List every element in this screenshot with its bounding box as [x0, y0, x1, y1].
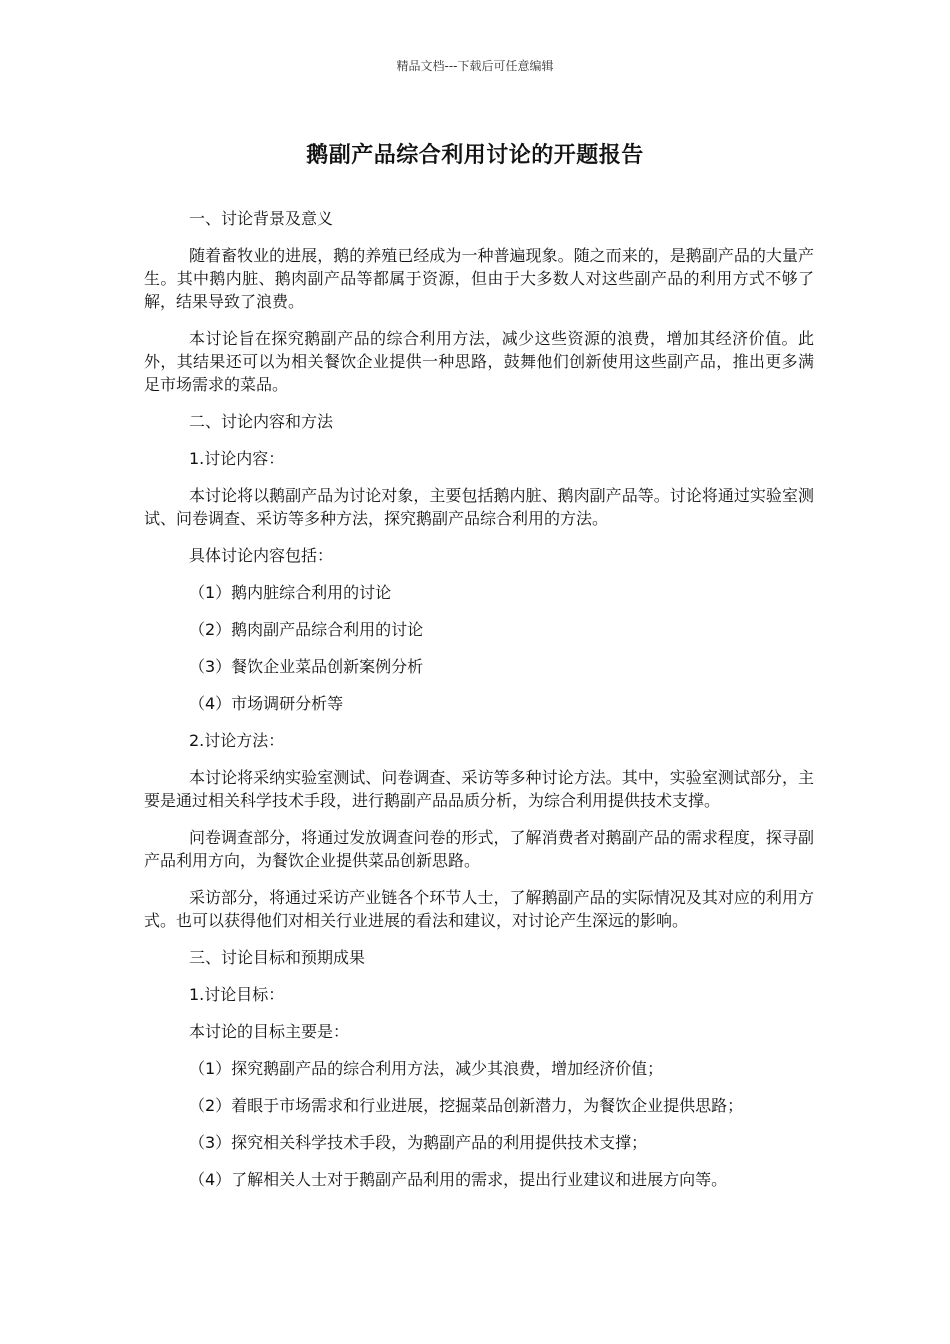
- section-heading-background: 一、讨论背景及意义: [189, 209, 334, 228]
- list-item: （1）探究鹅副产品的综合利用方法，减少其浪费，增加经济价值；: [189, 1059, 664, 1078]
- subheading-content: 1.讨论内容：: [189, 449, 285, 468]
- section-heading-content-methods: 二、讨论内容和方法: [189, 412, 334, 431]
- list-item: （4）市场调研分析等: [189, 694, 344, 713]
- page-header-watermark: 精品文档---下载后可任意编辑: [396, 59, 554, 73]
- list-item: （1）鹅内脏综合利用的讨论: [189, 583, 392, 602]
- document-title: 鹅副产品综合利用讨论的开题报告: [306, 143, 644, 168]
- paragraph: 随着畜牧业的进展，鹅的养殖已经成为一种普遍现象。随之而来的，是鹅副产品的大量产生。其中鹅内脏、鹅肉副产品等都属于资源，但由于大多数人对这些副产品的利用方式不够了解，结果导致了浪费。: [144, 246, 814, 311]
- paragraph: 具体讨论内容包括：: [189, 546, 334, 565]
- list-item: （3）探究相关科学技术手段，为鹅副产品的利用提供技术支撑；: [189, 1133, 648, 1152]
- paragraph: 本讨论的目标主要是：: [189, 1022, 350, 1041]
- subheading-goals: 1.讨论目标：: [189, 985, 285, 1004]
- section-heading-goals: 三、讨论目标和预期成果: [189, 948, 366, 967]
- list-item: （2）着眼于市场需求和行业进展，挖掘菜品创新潜力，为餐饮企业提供思路；: [189, 1096, 744, 1115]
- paragraph: 本讨论旨在探究鹅副产品的综合利用方法，减少这些资源的浪费，增加其经济价值。此外，其结果还可以为相关餐饮企业提供一种思路，鼓舞他们创新使用这些副产品，推出更多满足市场需求的菜品。: [144, 329, 814, 394]
- paragraph: 采访部分，将通过采访产业链各个环节人士，了解鹅副产品的实际情况及其对应的利用方式。也可以获得他们对相关行业进展的看法和建议，对讨论产生深远的影响。: [144, 888, 814, 930]
- list-item: （2）鹅肉副产品综合利用的讨论: [189, 620, 424, 639]
- paragraph: 本讨论将以鹅副产品为讨论对象，主要包括鹅内脏、鹅肉副产品等。讨论将通过实验室测试、问卷调查、采访等多种方法，探究鹅副产品综合利用的方法。: [144, 486, 814, 528]
- paragraph: 本讨论将采纳实验室测试、问卷调查、采访等多种讨论方法。其中，实验室测试部分，主要是通过相关科学技术手段，进行鹅副产品品质分析，为综合利用提供技术支撑。: [144, 768, 814, 810]
- document-body: [144, 207, 814, 1205]
- subheading-methods: 2.讨论方法：: [189, 731, 285, 750]
- list-item: （3）餐饮企业菜品创新案例分析: [189, 657, 424, 676]
- list-item: （4）了解相关人士对于鹅副产品利用的需求，提出行业建议和进展方向等。: [189, 1170, 728, 1189]
- paragraph: 问卷调查部分，将通过发放调查问卷的形式，了解消费者对鹅副产品的需求程度，探寻副产品利用方向，为餐饮企业提供菜品创新思路。: [144, 828, 814, 870]
